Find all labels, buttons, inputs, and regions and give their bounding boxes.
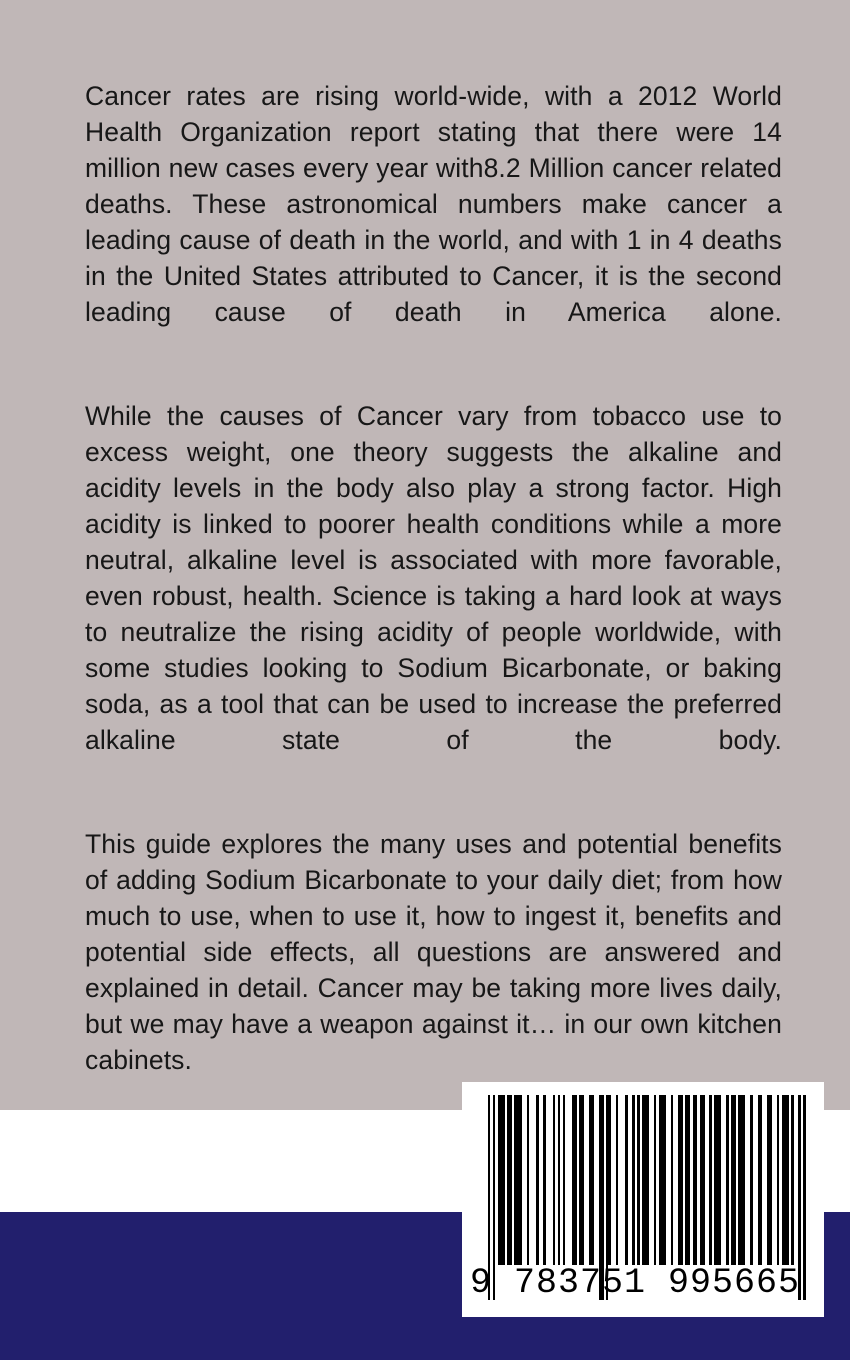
blurb-paragraph-3: This guide explores the many uses and potential benefits of adding Sodium Bicarbonate to your daily diet; from how much to use, when to use it, how to ingest it, benefits and potential side effects, all questions are answered and explained in detail. Cancer may be taking more lives daily, but we may have a weapon against it… in our own kitchen cabinets. — [85, 829, 782, 1075]
barcode-bar — [709, 1095, 711, 1265]
barcode-bar — [726, 1095, 728, 1265]
barcode-bar — [572, 1095, 577, 1265]
barcode-bar — [700, 1095, 705, 1265]
barcode-bar — [637, 1095, 639, 1265]
barcode-bar — [654, 1095, 656, 1265]
barcode-bar — [777, 1095, 779, 1265]
barcode-bar — [693, 1095, 698, 1265]
barcode-bar — [685, 1095, 690, 1265]
barcode-bar — [738, 1095, 745, 1265]
barcode-bar — [714, 1095, 721, 1265]
barcode-bar — [767, 1095, 772, 1265]
barcode-bar — [671, 1095, 673, 1265]
barcode-bar — [678, 1095, 683, 1265]
barcode-bar — [616, 1095, 618, 1265]
barcode-panel — [462, 1082, 824, 1317]
barcode-bar — [758, 1095, 763, 1265]
barcode-bar — [563, 1095, 565, 1265]
barcode-bar — [731, 1095, 736, 1265]
barcode-bar — [558, 1095, 560, 1265]
barcode-bar — [659, 1095, 666, 1265]
blurb-paragraph-1: Cancer rates are rising world-wide, with a 2012 World Health Organization report stating that there were 14 million new cases every year with8.2 Million cancer related deaths. These astronomical numbers make cancer a leading cause of death in the world, and with 1 in 4 deaths in the United States attributed to Cancer, it is the second leading cause of death in America alone. — [85, 81, 782, 327]
barcode-bar — [625, 1095, 627, 1265]
barcode-bar — [791, 1095, 793, 1265]
barcode-bar — [536, 1095, 538, 1265]
barcode-bar — [507, 1095, 512, 1265]
barcode-bar — [782, 1095, 789, 1265]
barcode-bar — [543, 1095, 545, 1265]
back-cover-blurb — [85, 78, 782, 1114]
barcode-bar — [589, 1095, 594, 1265]
barcode-bar — [527, 1095, 529, 1265]
barcode-bar — [608, 1095, 610, 1265]
barcode-icon — [462, 1082, 824, 1317]
barcode-digits: 9 783751 995665 — [470, 1263, 801, 1303]
barcode-bar — [553, 1095, 555, 1265]
barcode-bar — [579, 1095, 584, 1265]
barcode-bar — [514, 1095, 521, 1265]
barcode-bar — [632, 1095, 634, 1265]
barcode-bar — [642, 1095, 649, 1265]
blurb-paragraph-2: While the causes of Cancer vary from tobacco use to excess weight, one theory suggests the alkaline and acidity levels in the body also play a strong factor. High acidity is linked to poorer health conditions while a more neutral, alkaline level is associated with more favorable, even robust, health. Science is taking a hard look at ways to neutralize the rising acidity of people worldwide, with some studies looking to Sodium Bicarbonate, or baking soda, as a tool that can be used to increase the preferred alkaline state of the body. — [85, 401, 782, 755]
barcode-bar — [498, 1095, 505, 1265]
barcode-bar — [750, 1095, 752, 1265]
